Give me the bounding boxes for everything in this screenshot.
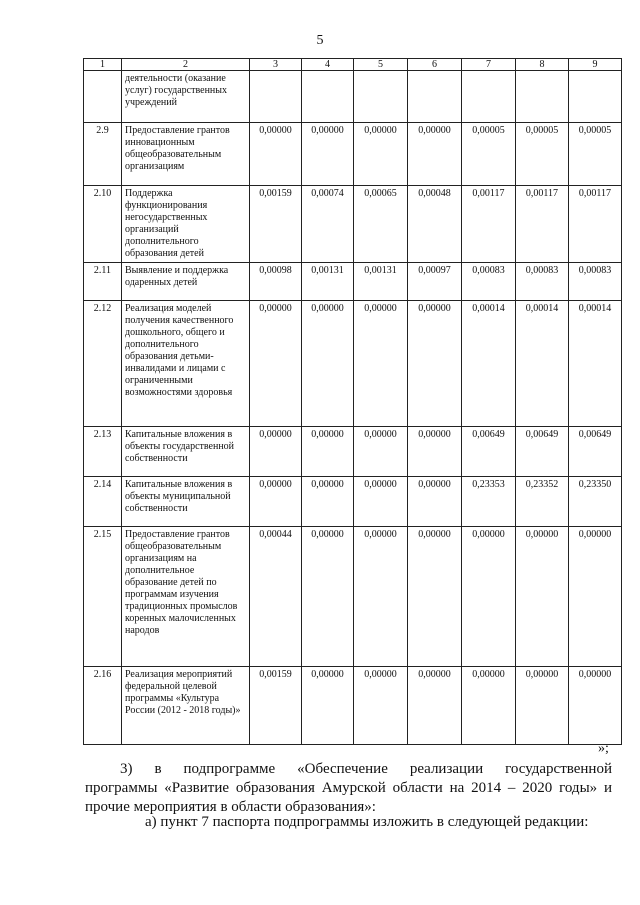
table-row [84,301,622,427]
row-value: 0,00000 [408,477,462,527]
column-header: 1 [84,59,122,71]
row-value [302,71,354,123]
row-value: 0,00000 [354,123,408,186]
row-value: 0,00000 [354,527,408,667]
row-activity-name: Предоставление грантов инновационным общеобразовательным организациям [122,123,250,186]
row-activity-name: Выявление и поддержка одаренных детей [122,263,250,301]
table-row [84,71,622,123]
page-number: 5 [316,33,324,48]
row-value: 0,00117 [462,186,516,263]
row-value: 0,23350 [569,477,622,527]
paragraph-first-line [85,760,612,779]
row-value: 0,00014 [569,301,622,427]
row-value: 0,00131 [302,263,354,301]
row-value: 0,00000 [354,427,408,477]
column-header: 2 [122,59,250,71]
row-value: 0,00000 [408,301,462,427]
table-row [84,186,622,263]
column-header: 7 [462,59,516,71]
row-value: 0,00000 [354,301,408,427]
row-value: 0,00000 [302,477,354,527]
table-row [84,123,622,186]
row-value: 0,00014 [516,301,569,427]
row-value: 0,00000 [302,667,354,745]
row-value: 0,00074 [302,186,354,263]
row-value: 0,00117 [569,186,622,263]
row-number: 2.11 [84,263,122,301]
row-value: 0,00000 [569,527,622,667]
row-activity-name: Реализация мероприятий федеральной целевой программы «Культура России (2012 - 2018 годы)» [122,667,250,745]
row-activity-name: Капитальные вложения в объекты муниципальной собственности [122,477,250,527]
row-number: 2.16 [84,667,122,745]
row-value: 0,00000 [408,123,462,186]
table-row [84,427,622,477]
paragraph-word: реализации [409,761,484,777]
row-number: 2.12 [84,301,122,427]
row-value [462,71,516,123]
row-value: 0,00014 [462,301,516,427]
row-activity-name: Предоставление грантов общеобразовательным организациям на дополнительное образование детей по программам изучения традиционных промыслов коренных малочисленных народов [122,527,250,667]
row-value: 0,00000 [462,527,516,667]
row-value: 0,23353 [462,477,516,527]
row-value: 0,00048 [408,186,462,263]
row-value: 0,00000 [250,123,302,186]
row-value: 0,00000 [302,527,354,667]
table-row [84,527,622,667]
row-value: 0,00131 [354,263,408,301]
row-value: 0,00000 [354,477,408,527]
row-value: 0,00000 [250,427,302,477]
row-value: 0,00083 [462,263,516,301]
row-value: 0,00005 [569,123,622,186]
column-header: 9 [569,59,622,71]
row-value: 0,23352 [516,477,569,527]
paragraph-continuation: программы «Развитие образования Амурской области на 2014 – 2020 годы» и прочие мероприятия в области образования»: [85,780,612,815]
row-value: 0,00000 [408,527,462,667]
row-value: 0,00044 [250,527,302,667]
paragraph-subprogram [85,760,612,817]
row-number: 2.15 [84,527,122,667]
row-value: 0,00098 [250,263,302,301]
row-value: 0,00159 [250,186,302,263]
row-number: 2.14 [84,477,122,527]
column-header: 4 [302,59,354,71]
row-value: 0,00649 [462,427,516,477]
row-value: 0,00000 [354,667,408,745]
paragraph-word: 3) [120,761,133,777]
column-header: 5 [354,59,408,71]
row-value: 0,00005 [516,123,569,186]
row-value: 0,00649 [516,427,569,477]
row-value: 0,00005 [462,123,516,186]
row-number [84,71,122,123]
row-value: 0,00000 [250,301,302,427]
row-value: 0,00083 [569,263,622,301]
row-value: 0,00000 [250,477,302,527]
row-value: 0,00649 [569,427,622,477]
row-value: 0,00000 [302,123,354,186]
row-value: 0,00000 [516,667,569,745]
budget-table [83,58,622,745]
table-row [84,667,622,745]
paragraph-word: «Обеспечение [297,761,388,777]
row-value: 0,00065 [354,186,408,263]
column-header: 8 [516,59,569,71]
row-value: 0,00000 [408,427,462,477]
paragraph-passport-item: а) пункт 7 паспорта подпрограммы изложить в следующей редакции: [145,814,589,830]
row-value: 0,00000 [408,667,462,745]
row-activity-name: Реализация моделей получения качественного дошкольного, общего и дополнительного образования детьми-инвалидами и лицами с ограниченными возможностями здоровья [122,301,250,427]
row-value [569,71,622,123]
closing-quote: »; [598,741,609,756]
row-value: 0,00000 [569,667,622,745]
paragraph-word: государственной [505,761,612,777]
paragraph-word: подпрограмме [183,761,276,777]
column-header: 3 [250,59,302,71]
row-value [354,71,408,123]
row-value [408,71,462,123]
row-value: 0,00083 [516,263,569,301]
table-row [84,263,622,301]
column-header: 6 [408,59,462,71]
row-number: 2.9 [84,123,122,186]
row-value: 0,00117 [516,186,569,263]
table-header-row [84,59,622,71]
paragraph-word: в [154,761,162,777]
row-value [250,71,302,123]
row-value: 0,00000 [302,301,354,427]
row-value: 0,00000 [302,427,354,477]
row-activity-name: Поддержка функционирования негосударственных организаций дополнительного образования детей [122,186,250,263]
row-value: 0,00097 [408,263,462,301]
row-activity-name: деятельности (оказание услуг) государственных учреждений [122,71,250,123]
table-row [84,477,622,527]
row-value: 0,00000 [462,667,516,745]
row-number: 2.10 [84,186,122,263]
row-value: 0,00159 [250,667,302,745]
row-number: 2.13 [84,427,122,477]
row-value [516,71,569,123]
row-activity-name: Капитальные вложения в объекты государственной собственности [122,427,250,477]
row-value: 0,00000 [516,527,569,667]
